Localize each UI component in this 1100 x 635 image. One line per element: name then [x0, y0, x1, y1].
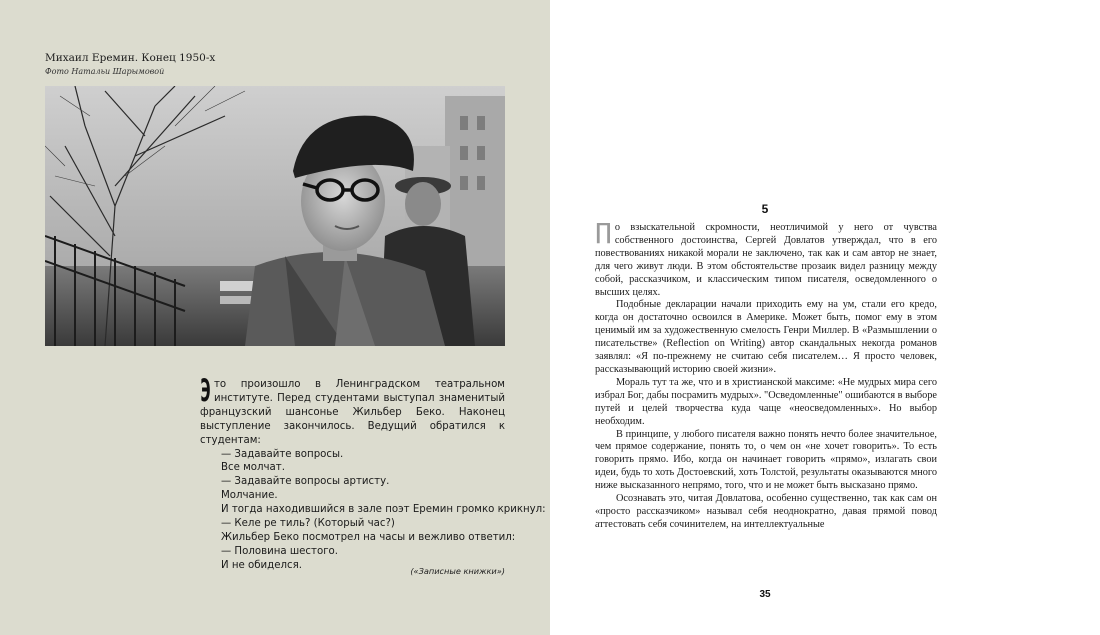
paragraph: В принципе, у любого писателя важно понять нечто более значительное, чем прямое содержание, понять то, о чем он «не хочет говорить». То есть говорить прямо. Ибо, когда он начинает говорить «прямо», излагать свои идеи, будь то хоть Достоевский, хоть Толстой, результаты оказываются много ниже высказанного непрямо, того, что и не может быть высказано прямо. — [595, 428, 937, 492]
dialog-line: — Задавайте вопросы. — [221, 448, 344, 460]
photo-credit: Фото Натальи Шарымовой — [45, 67, 165, 76]
quote-block — [200, 373, 546, 573]
portrait-photo — [45, 86, 505, 346]
chapter-number: 5 — [761, 202, 769, 216]
dialog-line: И не обиделся. — [221, 559, 302, 571]
drop-cap: П — [595, 217, 612, 250]
paragraph: Осознавать это, читая Довлатова, особенно существенно, так как сам он «просто рассказчиком» называл себя неоднократно, давая прямой повод аттестовать себя сочинителем, на интеллектуальные — [595, 493, 937, 530]
dialog-line: — Задавайте вопросы артисту. — [221, 476, 390, 488]
paragraph: Подобные декларации начали приходить ему на ум, стали его кредо, когда он достаточно освоился в Америке. Может быть, помог ему в этом ценимый им за художественную смелость Генри Миллер. В «Размышлении о писательстве» (Reflection on Writing) автор скандальных некогда романов заявлял: «Я по-прежнему не считаю себя писателем… Я просто человек, рассказывающий историю своей жизни». — [595, 299, 937, 375]
dialog-line: Жильбер Беко посмотрел на часы и вежливо ответил: — [221, 531, 516, 543]
paragraph — [595, 217, 937, 299]
dialog-line: Все молчат. — [221, 462, 285, 474]
paragraph-text: о взыскательной скромности, неотличимой у него от чувства собственного достоинства, Сергей Довлатов утверждал, что в его повествованиях никакой морали не заключено, так как и сам автор не знает, для чего живут люди. В этом обстоятельстве прозаик видел разницу между собой, рассказчиком, и классическим типом писателя, осведомленного о высших целях. — [595, 222, 937, 298]
body-text — [595, 217, 937, 532]
quote-intro-text: то произошло в Ленинградском театральном институте. Перед студентами выступал знаменитый французский шансонье Жильбер Беко. Наконец выступление закончилось. Ведущий обратился к студентам: — [200, 379, 505, 446]
quote-source: («Записные книжки») — [410, 566, 505, 576]
dialog-line: Молчание. — [221, 490, 278, 502]
right-page — [550, 0, 1100, 635]
page-number: 35 — [759, 589, 771, 600]
dialog-line: — Половина шестого. — [221, 545, 339, 557]
quote-intro — [200, 373, 505, 448]
drop-cap: Э — [200, 373, 212, 409]
dialog-line: — Келе ре тиль? (Который час?) — [221, 518, 395, 530]
dialog-line: И тогда находившийся в зале поэт Еремин громко крикнул: — [221, 504, 546, 516]
photo-caption-title: Михаил Еремин. Конец 1950-х — [45, 52, 216, 64]
paragraph: Мораль тут та же, что и в христианской максиме: «Не мудрых мира сего избрал Бог, дабы посрамить мудрых». "Осведомленные" ошибаются в выборе путей и целей творчества куда чаще «неосведомленных». Но выбор необходим. — [595, 376, 937, 427]
